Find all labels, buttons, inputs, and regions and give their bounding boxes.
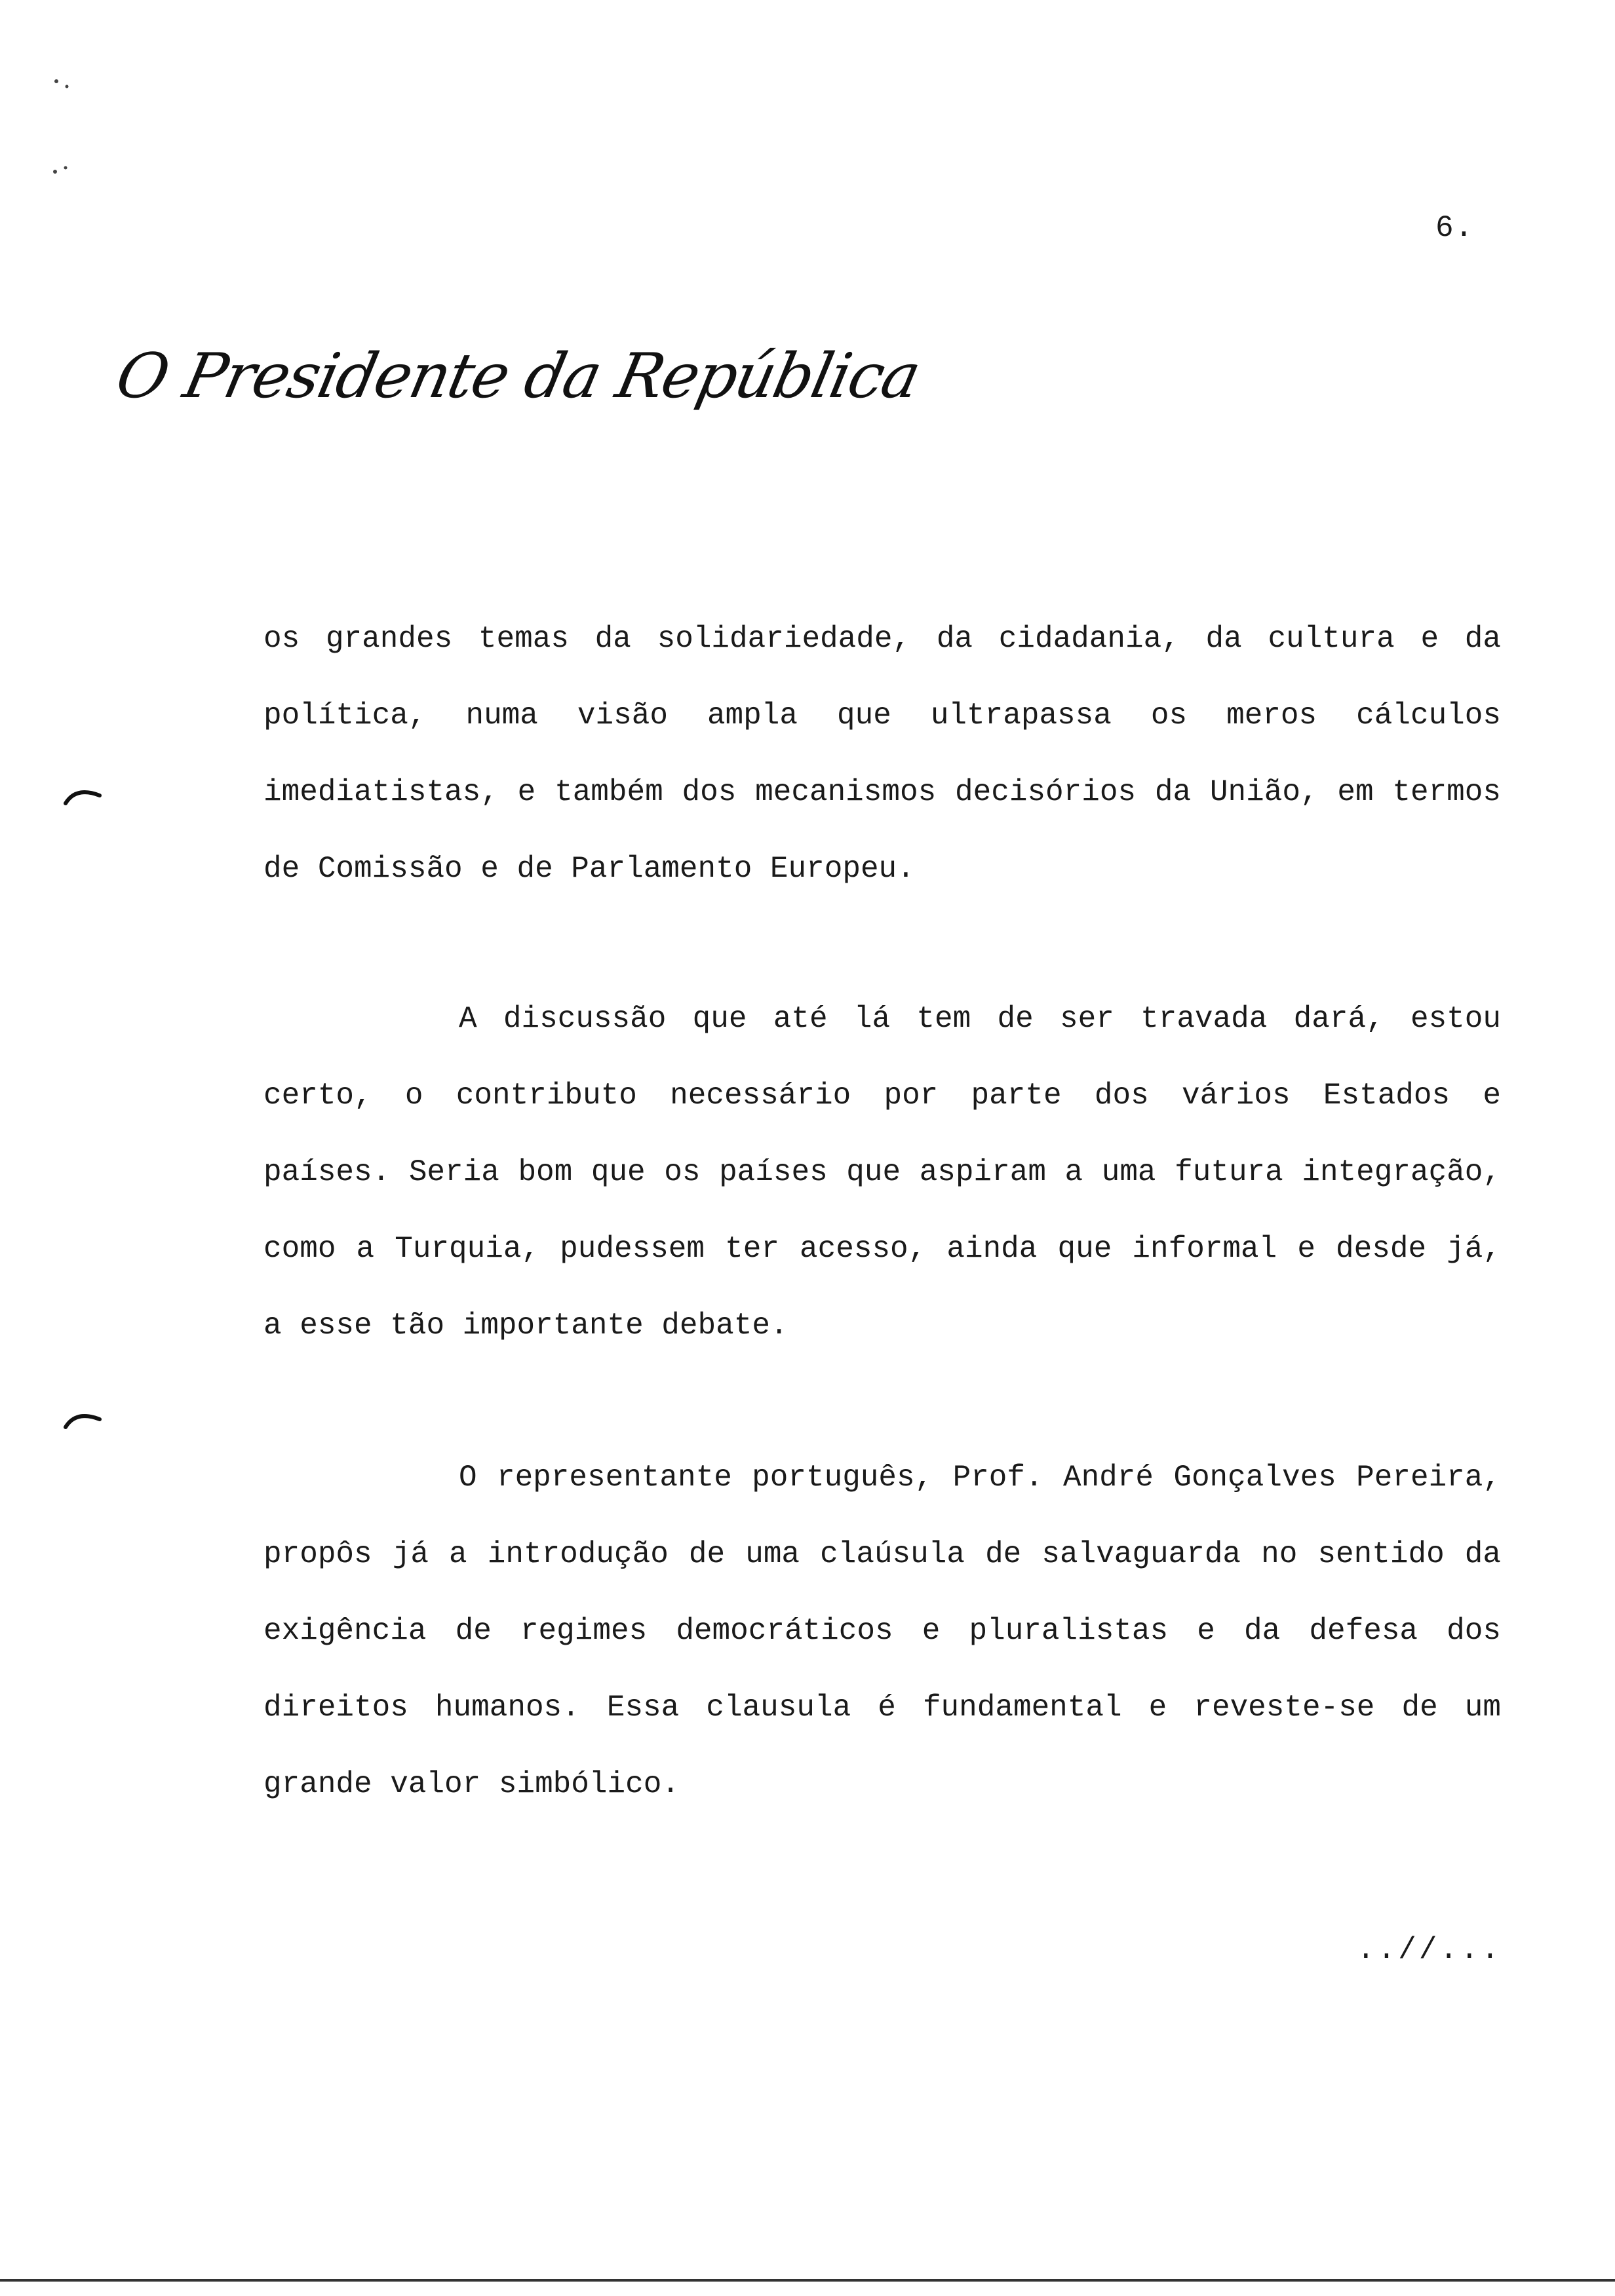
- letterhead-title: O Presidente da República: [110, 341, 926, 412]
- punch-hole-mark: [63, 784, 105, 807]
- page-number: 6.: [1435, 211, 1475, 245]
- paragraph-2: [263, 981, 1501, 1364]
- continuation-mark: ..//...: [1357, 1933, 1502, 1967]
- paragraph-text: os grandes temas da solidariedade, da cidadania, da cultura e da política, numa visão ampla que ultrapassa os meros cálculos imediatistas, e também dos mecanismos decisórios da União, em termos de Comissão e de Parlamento Europeu.: [263, 622, 1501, 886]
- scan-specks: [46, 72, 85, 183]
- paragraph-1: [263, 601, 1501, 908]
- paragraph-text: O representante português, Prof. André Gonçalves Pereira, propôs já a introdução de uma claúsula de salvaguarda no sentido da exigência de regimes democráticos e pluralistas e da defesa dos direitos humanos. Essa clausula é fundamental e reveste-se de um grande valor simbólico.: [263, 1461, 1501, 1801]
- paragraph-3: [263, 1440, 1501, 1823]
- bottom-rule: [0, 2279, 1615, 2282]
- paragraph-text: A discussão que até lá tem de ser travada dará, estou certo, o contributo necessário por parte dos vários Estados e países. Seria bom que os países que aspiram a uma futura integração, como a Turquia, pudessem ter acesso, ainda que informal e desde já, a esse tão importante debate.: [263, 1002, 1501, 1343]
- punch-hole-mark: [63, 1407, 105, 1431]
